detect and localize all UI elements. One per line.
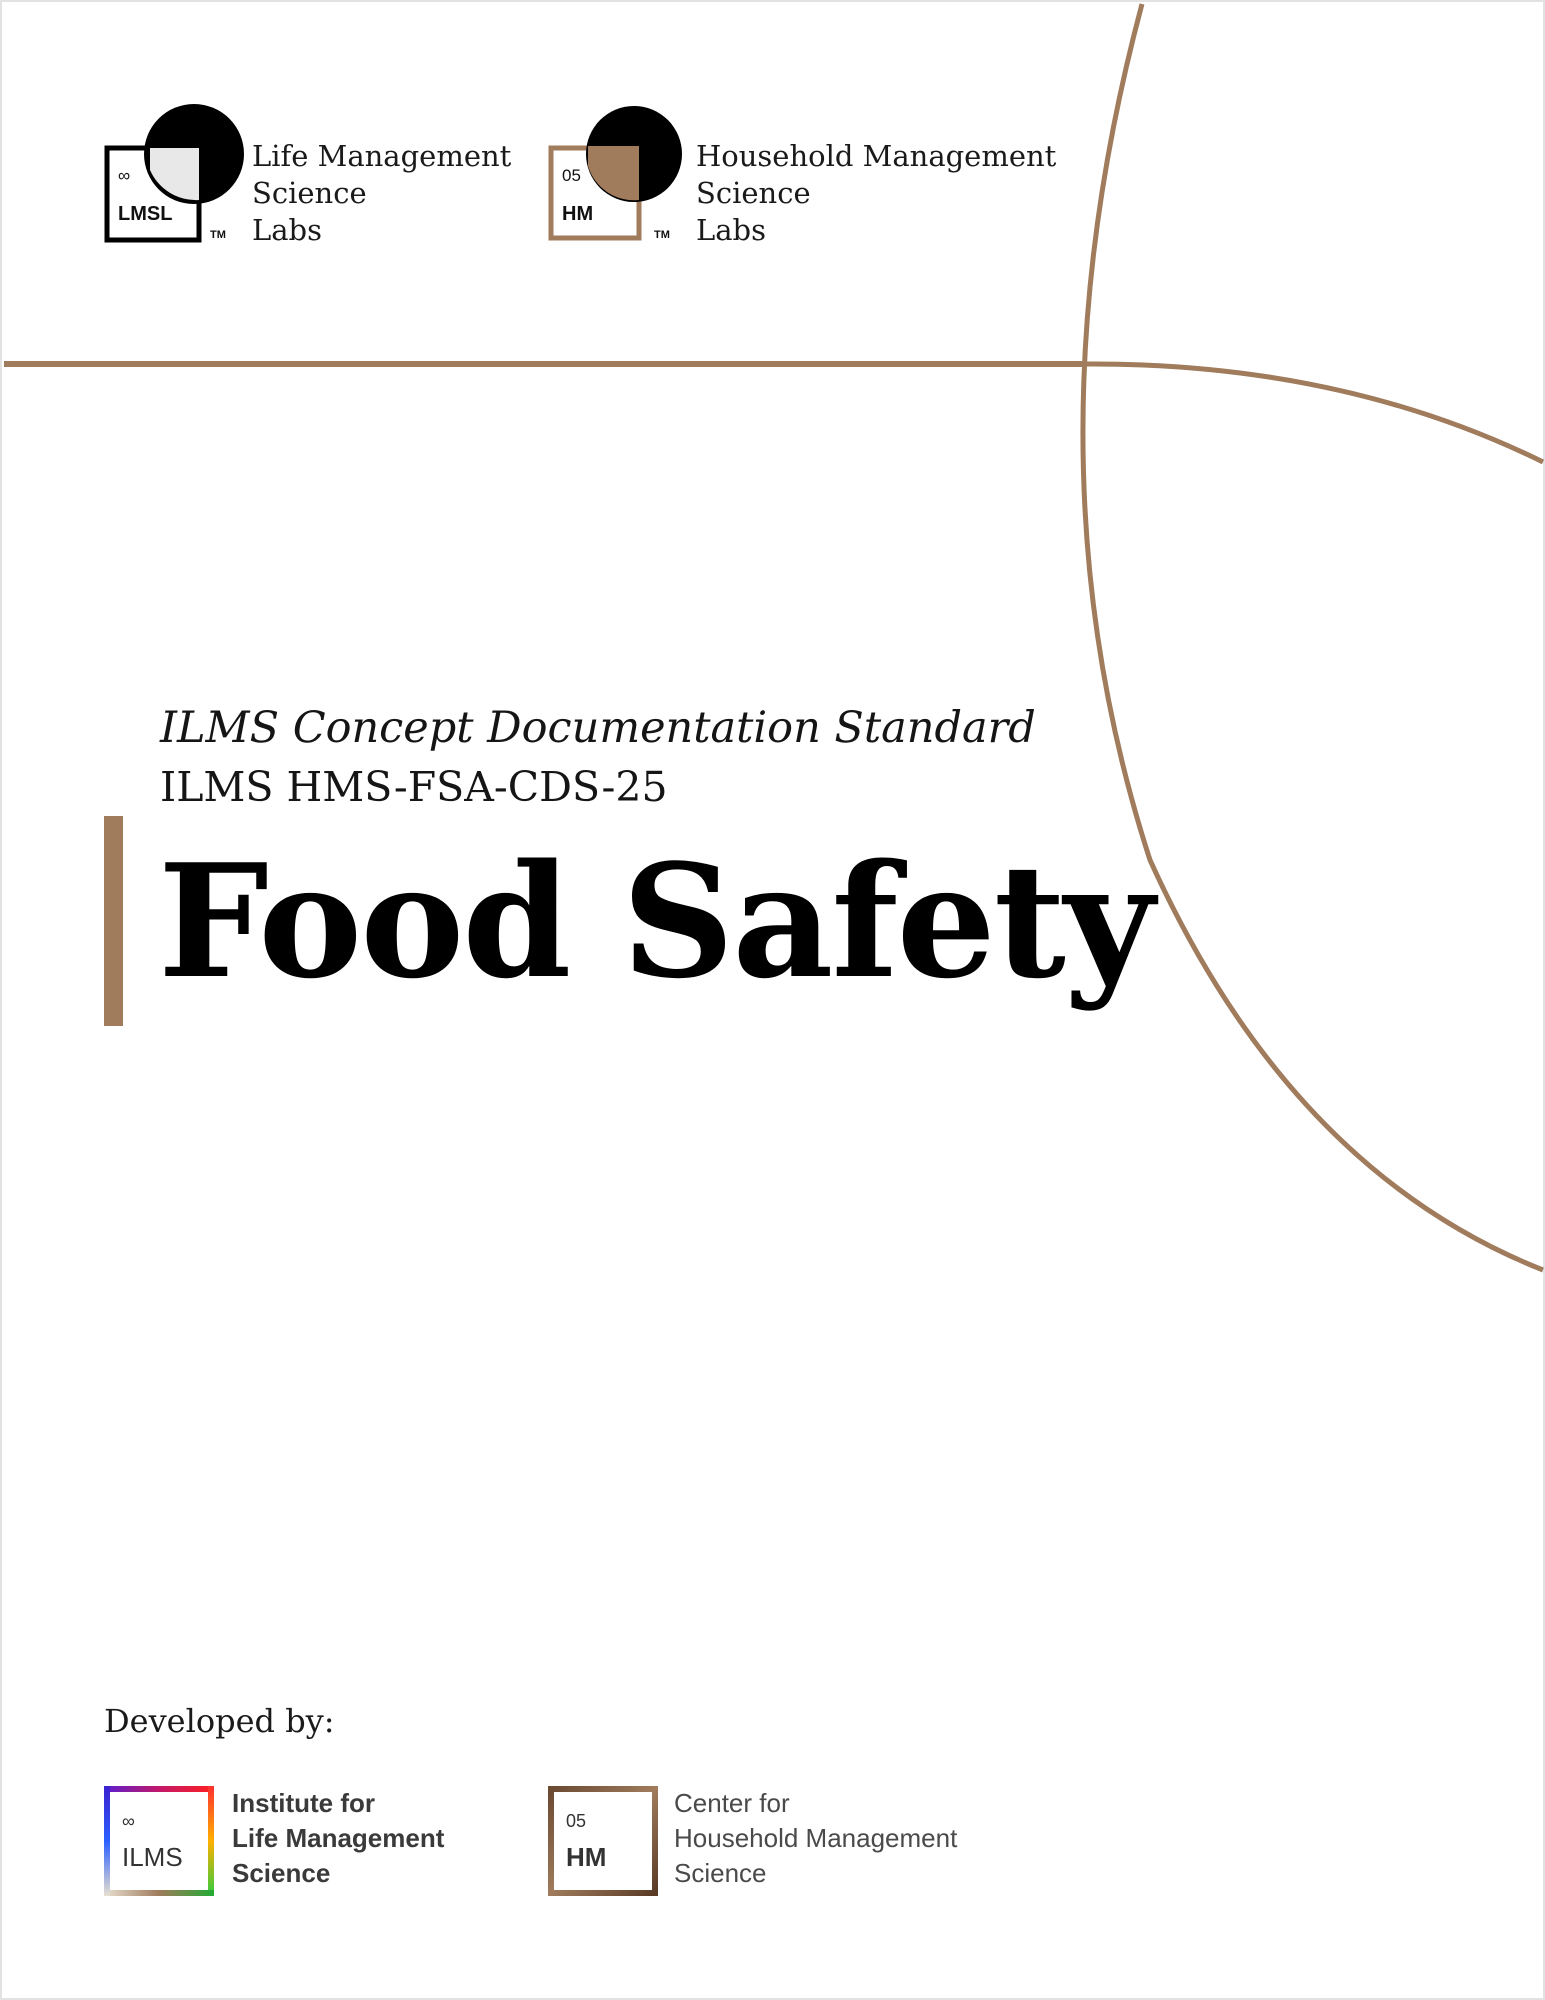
lmsl-logo [104, 100, 524, 250]
ilms-name-line: Science [232, 1858, 331, 1888]
chm-name-line: Science [674, 1858, 767, 1888]
ilms-logo [104, 1786, 504, 1896]
lmsl-name-line: Labs [252, 213, 322, 247]
developed-by-label: Developed by: [104, 1702, 335, 1740]
ilms-name [232, 1786, 444, 1891]
lmsl-trademark: TM [210, 229, 226, 241]
chm-name-line: Center for [674, 1788, 790, 1818]
hm-logo [548, 100, 1068, 250]
hm-trademark: TM [654, 229, 670, 241]
lmsl-name-line: Life Management [252, 139, 512, 173]
hm-number: 05 [562, 166, 581, 185]
ilms-infinity-symbol: ∞ [122, 1811, 135, 1831]
ilms-name-line: Life Management [232, 1823, 445, 1853]
hm-abbreviation: HM [562, 203, 594, 225]
hm-name-line: Science [696, 176, 811, 210]
chm-logo-mark [548, 1786, 658, 1896]
hm-logo-mark [548, 100, 688, 250]
lmsl-name [252, 138, 511, 249]
document-title: Food Safety [158, 830, 1153, 1013]
document-code: ILMS HMS-FSA-CDS-25 [160, 763, 668, 811]
lmsl-abbreviation: LMSL [118, 203, 173, 225]
document-standard: ILMS Concept Documentation Standard [160, 703, 1036, 753]
ilms-logo-mark [104, 1786, 214, 1896]
decorative-curve [1082, 364, 1543, 462]
hm-name [696, 138, 1056, 249]
hm-name-line: Household Management [696, 139, 1057, 173]
ilms-name-line: Institute for [232, 1788, 375, 1818]
ilms-abbreviation: ILMS [122, 1842, 183, 1872]
lmsl-infinity-symbol: ∞ [118, 166, 131, 185]
chm-abbreviation: HM [566, 1842, 607, 1872]
chm-name-line: Household Management [674, 1823, 958, 1853]
chm-name [674, 1786, 957, 1891]
decorative-arc [1083, 4, 1543, 1270]
title-accent-bar [104, 816, 123, 1026]
lmsl-logo-mark [104, 100, 244, 250]
hm-name-line: Labs [696, 213, 766, 247]
chm-logo [548, 1786, 1008, 1896]
chm-number: 05 [566, 1811, 587, 1831]
lmsl-name-line: Science [252, 176, 367, 210]
